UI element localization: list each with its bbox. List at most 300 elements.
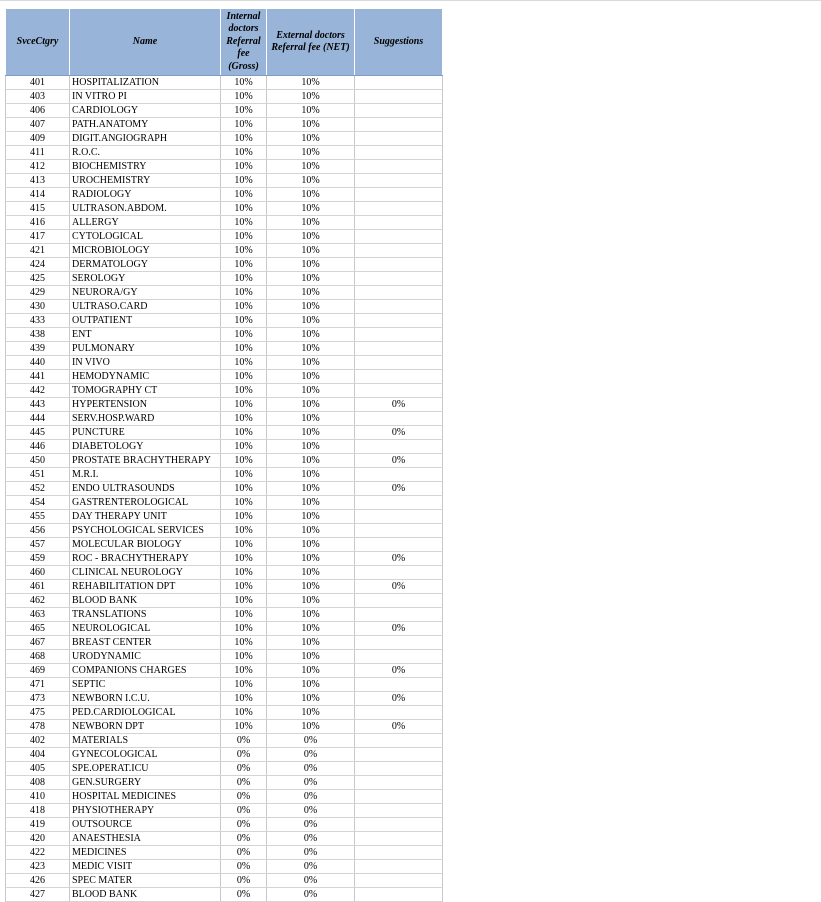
cell-internal-fee[interactable]: 10% [221, 328, 267, 342]
cell-internal-fee[interactable]: 10% [221, 300, 267, 314]
cell-name[interactable]: BREAST CENTER [70, 636, 221, 650]
cell-suggestion[interactable] [355, 678, 443, 692]
cell-external-fee[interactable]: 10% [267, 76, 355, 90]
cell-suggestion[interactable] [355, 650, 443, 664]
cell-svcecategory[interactable]: 473 [6, 692, 70, 706]
cell-svcecategory[interactable]: 465 [6, 622, 70, 636]
cell-suggestion[interactable] [355, 566, 443, 580]
cell-name[interactable]: MOLECULAR BIOLOGY [70, 538, 221, 552]
cell-svcecategory[interactable]: 442 [6, 384, 70, 398]
cell-name[interactable]: BLOOD BANK [70, 888, 221, 902]
cell-name[interactable]: UROCHEMISTRY [70, 174, 221, 188]
cell-external-fee[interactable]: 10% [267, 188, 355, 202]
cell-svcecategory[interactable]: 415 [6, 202, 70, 216]
cell-external-fee[interactable]: 0% [267, 846, 355, 860]
cell-name[interactable]: CARDIOLOGY [70, 104, 221, 118]
cell-name[interactable]: DERMATOLOGY [70, 258, 221, 272]
cell-svcecategory[interactable]: 423 [6, 860, 70, 874]
cell-external-fee[interactable]: 10% [267, 580, 355, 594]
cell-internal-fee[interactable]: 10% [221, 174, 267, 188]
cell-internal-fee[interactable]: 10% [221, 720, 267, 734]
cell-name[interactable]: BIOCHEMISTRY [70, 160, 221, 174]
cell-internal-fee[interactable]: 10% [221, 258, 267, 272]
cell-name[interactable]: HEMODYNAMIC [70, 370, 221, 384]
cell-external-fee[interactable]: 10% [267, 412, 355, 426]
cell-external-fee[interactable]: 10% [267, 510, 355, 524]
cell-suggestion[interactable]: 0% [355, 580, 443, 594]
cell-internal-fee[interactable]: 10% [221, 244, 267, 258]
cell-name[interactable]: HYPERTENSION [70, 398, 221, 412]
cell-suggestion[interactable] [355, 104, 443, 118]
cell-external-fee[interactable]: 0% [267, 804, 355, 818]
cell-internal-fee[interactable]: 10% [221, 118, 267, 132]
cell-internal-fee[interactable]: 10% [221, 524, 267, 538]
cell-external-fee[interactable]: 10% [267, 678, 355, 692]
cell-name[interactable]: PSYCHOLOGICAL SERVICES [70, 524, 221, 538]
cell-internal-fee[interactable]: 10% [221, 552, 267, 566]
cell-internal-fee[interactable]: 10% [221, 202, 267, 216]
cell-external-fee[interactable]: 0% [267, 748, 355, 762]
cell-suggestion[interactable] [355, 258, 443, 272]
cell-internal-fee[interactable]: 10% [221, 580, 267, 594]
cell-svcecategory[interactable]: 440 [6, 356, 70, 370]
cell-suggestion[interactable] [355, 608, 443, 622]
cell-internal-fee[interactable]: 10% [221, 314, 267, 328]
cell-external-fee[interactable]: 0% [267, 776, 355, 790]
cell-external-fee[interactable]: 10% [267, 552, 355, 566]
cell-internal-fee[interactable]: 0% [221, 888, 267, 902]
cell-external-fee[interactable]: 10% [267, 468, 355, 482]
cell-external-fee[interactable]: 10% [267, 174, 355, 188]
cell-name[interactable]: HOSPITAL MEDICINES [70, 790, 221, 804]
cell-suggestion[interactable] [355, 734, 443, 748]
cell-external-fee[interactable]: 10% [267, 314, 355, 328]
cell-suggestion[interactable]: 0% [355, 622, 443, 636]
cell-external-fee[interactable]: 10% [267, 622, 355, 636]
cell-external-fee[interactable]: 0% [267, 888, 355, 902]
cell-external-fee[interactable]: 10% [267, 118, 355, 132]
cell-svcecategory[interactable]: 429 [6, 286, 70, 300]
cell-internal-fee[interactable]: 10% [221, 692, 267, 706]
cell-svcecategory[interactable]: 467 [6, 636, 70, 650]
cell-internal-fee[interactable]: 10% [221, 650, 267, 664]
cell-suggestion[interactable] [355, 762, 443, 776]
cell-internal-fee[interactable]: 10% [221, 104, 267, 118]
cell-internal-fee[interactable]: 10% [221, 706, 267, 720]
cell-svcecategory[interactable]: 401 [6, 76, 70, 90]
cell-name[interactable]: RADIOLOGY [70, 188, 221, 202]
cell-name[interactable]: MATERIALS [70, 734, 221, 748]
cell-svcecategory[interactable]: 478 [6, 720, 70, 734]
cell-external-fee[interactable]: 10% [267, 244, 355, 258]
cell-svcecategory[interactable]: 433 [6, 314, 70, 328]
cell-svcecategory[interactable]: 468 [6, 650, 70, 664]
cell-internal-fee[interactable]: 10% [221, 146, 267, 160]
cell-svcecategory[interactable]: 463 [6, 608, 70, 622]
cell-suggestion[interactable] [355, 328, 443, 342]
cell-internal-fee[interactable]: 10% [221, 636, 267, 650]
cell-internal-fee[interactable]: 10% [221, 398, 267, 412]
cell-internal-fee[interactable]: 0% [221, 776, 267, 790]
cell-suggestion[interactable] [355, 748, 443, 762]
cell-suggestion[interactable] [355, 286, 443, 300]
cell-suggestion[interactable] [355, 370, 443, 384]
cell-external-fee[interactable]: 0% [267, 734, 355, 748]
cell-name[interactable]: COMPANIONS CHARGES [70, 664, 221, 678]
cell-suggestion[interactable] [355, 188, 443, 202]
cell-external-fee[interactable]: 10% [267, 384, 355, 398]
cell-name[interactable]: NEWBORN I.C.U. [70, 692, 221, 706]
cell-svcecategory[interactable]: 450 [6, 454, 70, 468]
cell-internal-fee[interactable]: 10% [221, 482, 267, 496]
cell-suggestion[interactable] [355, 272, 443, 286]
cell-name[interactable]: REHABILITATION DPT [70, 580, 221, 594]
cell-external-fee[interactable]: 10% [267, 594, 355, 608]
cell-external-fee[interactable]: 10% [267, 440, 355, 454]
cell-suggestion[interactable]: 0% [355, 454, 443, 468]
cell-external-fee[interactable]: 10% [267, 132, 355, 146]
cell-name[interactable]: DIGIT.ANGIOGRAPH [70, 132, 221, 146]
cell-name[interactable]: GYNECOLOGICAL [70, 748, 221, 762]
cell-external-fee[interactable]: 10% [267, 524, 355, 538]
cell-name[interactable]: HOSPITALIZATION [70, 76, 221, 90]
cell-name[interactable]: PULMONARY [70, 342, 221, 356]
cell-internal-fee[interactable]: 0% [221, 874, 267, 888]
cell-name[interactable]: M.R.I. [70, 468, 221, 482]
cell-svcecategory[interactable]: 457 [6, 538, 70, 552]
cell-external-fee[interactable]: 10% [267, 272, 355, 286]
cell-svcecategory[interactable]: 455 [6, 510, 70, 524]
cell-suggestion[interactable]: 0% [355, 692, 443, 706]
cell-svcecategory[interactable]: 471 [6, 678, 70, 692]
cell-external-fee[interactable]: 10% [267, 258, 355, 272]
cell-svcecategory[interactable]: 426 [6, 874, 70, 888]
cell-suggestion[interactable] [355, 524, 443, 538]
cell-external-fee[interactable]: 10% [267, 300, 355, 314]
cell-suggestion[interactable] [355, 202, 443, 216]
cell-external-fee[interactable]: 0% [267, 790, 355, 804]
cell-svcecategory[interactable]: 404 [6, 748, 70, 762]
cell-suggestion[interactable] [355, 804, 443, 818]
cell-name[interactable]: OUTPATIENT [70, 314, 221, 328]
cell-external-fee[interactable]: 10% [267, 608, 355, 622]
cell-external-fee[interactable]: 10% [267, 104, 355, 118]
cell-svcecategory[interactable]: 403 [6, 90, 70, 104]
cell-internal-fee[interactable]: 10% [221, 664, 267, 678]
cell-suggestion[interactable] [355, 356, 443, 370]
cell-internal-fee[interactable]: 10% [221, 160, 267, 174]
cell-external-fee[interactable]: 0% [267, 832, 355, 846]
cell-suggestion[interactable] [355, 174, 443, 188]
cell-external-fee[interactable]: 10% [267, 90, 355, 104]
cell-internal-fee[interactable]: 10% [221, 412, 267, 426]
cell-svcecategory[interactable]: 427 [6, 888, 70, 902]
cell-svcecategory[interactable]: 445 [6, 426, 70, 440]
cell-name[interactable]: ROC - BRACHYTHERAPY [70, 552, 221, 566]
cell-name[interactable]: PUNCTURE [70, 426, 221, 440]
cell-svcecategory[interactable]: 456 [6, 524, 70, 538]
cell-svcecategory[interactable]: 412 [6, 160, 70, 174]
cell-external-fee[interactable]: 10% [267, 426, 355, 440]
cell-suggestion[interactable] [355, 244, 443, 258]
cell-internal-fee[interactable]: 10% [221, 510, 267, 524]
cell-suggestion[interactable] [355, 636, 443, 650]
cell-name[interactable]: URODYNAMIC [70, 650, 221, 664]
cell-internal-fee[interactable]: 10% [221, 342, 267, 356]
cell-suggestion[interactable] [355, 384, 443, 398]
cell-svcecategory[interactable]: 402 [6, 734, 70, 748]
cell-external-fee[interactable]: 10% [267, 342, 355, 356]
cell-name[interactable]: MEDICINES [70, 846, 221, 860]
cell-suggestion[interactable] [355, 846, 443, 860]
cell-internal-fee[interactable]: 10% [221, 678, 267, 692]
cell-internal-fee[interactable]: 0% [221, 762, 267, 776]
cell-internal-fee[interactable]: 10% [221, 216, 267, 230]
cell-external-fee[interactable]: 10% [267, 664, 355, 678]
cell-name[interactable]: PHYSIOTHERAPY [70, 804, 221, 818]
cell-internal-fee[interactable]: 10% [221, 356, 267, 370]
cell-internal-fee[interactable]: 10% [221, 384, 267, 398]
cell-name[interactable]: ENT [70, 328, 221, 342]
cell-suggestion[interactable] [355, 468, 443, 482]
cell-internal-fee[interactable]: 10% [221, 230, 267, 244]
cell-name[interactable]: PED.CARDIOLOGICAL [70, 706, 221, 720]
header-external-referral-fee[interactable]: External doctors Referral fee (NET) [267, 9, 355, 76]
cell-internal-fee[interactable]: 10% [221, 538, 267, 552]
cell-svcecategory[interactable]: 462 [6, 594, 70, 608]
cell-svcecategory[interactable]: 425 [6, 272, 70, 286]
cell-internal-fee[interactable]: 0% [221, 748, 267, 762]
cell-svcecategory[interactable]: 419 [6, 818, 70, 832]
header-name[interactable]: Name [70, 9, 221, 76]
cell-suggestion[interactable] [355, 160, 443, 174]
cell-suggestion[interactable] [355, 90, 443, 104]
cell-internal-fee[interactable]: 10% [221, 622, 267, 636]
cell-suggestion[interactable] [355, 300, 443, 314]
cell-internal-fee[interactable]: 10% [221, 90, 267, 104]
cell-name[interactable]: PATH.ANATOMY [70, 118, 221, 132]
cell-external-fee[interactable]: 10% [267, 202, 355, 216]
cell-name[interactable]: OUTSOURCE [70, 818, 221, 832]
cell-internal-fee[interactable]: 0% [221, 790, 267, 804]
cell-svcecategory[interactable]: 418 [6, 804, 70, 818]
cell-name[interactable]: R.O.C. [70, 146, 221, 160]
cell-suggestion[interactable] [355, 538, 443, 552]
cell-external-fee[interactable]: 10% [267, 370, 355, 384]
cell-internal-fee[interactable]: 10% [221, 566, 267, 580]
cell-svcecategory[interactable]: 469 [6, 664, 70, 678]
cell-name[interactable]: SEPTIC [70, 678, 221, 692]
cell-suggestion[interactable]: 0% [355, 398, 443, 412]
cell-name[interactable]: GEN.SURGERY [70, 776, 221, 790]
cell-external-fee[interactable]: 0% [267, 762, 355, 776]
cell-internal-fee[interactable]: 10% [221, 132, 267, 146]
cell-external-fee[interactable]: 10% [267, 650, 355, 664]
cell-svcecategory[interactable]: 444 [6, 412, 70, 426]
cell-suggestion[interactable] [355, 314, 443, 328]
cell-suggestion[interactable] [355, 594, 443, 608]
cell-suggestion[interactable] [355, 412, 443, 426]
cell-external-fee[interactable]: 0% [267, 860, 355, 874]
cell-name[interactable]: ULTRASO.CARD [70, 300, 221, 314]
cell-name[interactable]: GASTRENTEROLOGICAL [70, 496, 221, 510]
cell-internal-fee[interactable]: 10% [221, 594, 267, 608]
cell-svcecategory[interactable]: 409 [6, 132, 70, 146]
cell-internal-fee[interactable]: 0% [221, 804, 267, 818]
cell-external-fee[interactable]: 10% [267, 454, 355, 468]
cell-suggestion[interactable] [355, 132, 443, 146]
cell-internal-fee[interactable]: 0% [221, 846, 267, 860]
cell-suggestion[interactable] [355, 860, 443, 874]
cell-suggestion[interactable] [355, 776, 443, 790]
cell-internal-fee[interactable]: 10% [221, 608, 267, 622]
cell-svcecategory[interactable]: 410 [6, 790, 70, 804]
cell-name[interactable]: CLINICAL NEUROLOGY [70, 566, 221, 580]
cell-external-fee[interactable]: 10% [267, 286, 355, 300]
cell-svcecategory[interactable]: 420 [6, 832, 70, 846]
cell-suggestion[interactable] [355, 874, 443, 888]
cell-external-fee[interactable]: 10% [267, 230, 355, 244]
header-internal-referral-fee[interactable]: Internal doctors Referral fee (Gross) [221, 9, 267, 76]
cell-external-fee[interactable]: 10% [267, 160, 355, 174]
cell-name[interactable]: DAY THERAPY UNIT [70, 510, 221, 524]
cell-name[interactable]: CYTOLOGICAL [70, 230, 221, 244]
cell-name[interactable]: TRANSLATIONS [70, 608, 221, 622]
cell-suggestion[interactable] [355, 230, 443, 244]
cell-external-fee[interactable]: 10% [267, 720, 355, 734]
cell-internal-fee[interactable]: 10% [221, 468, 267, 482]
cell-name[interactable]: PROSTATE BRACHYTHERAPY [70, 454, 221, 468]
cell-external-fee[interactable]: 10% [267, 398, 355, 412]
cell-suggestion[interactable] [355, 118, 443, 132]
cell-suggestion[interactable]: 0% [355, 552, 443, 566]
cell-name[interactable]: NEWBORN DPT [70, 720, 221, 734]
cell-svcecategory[interactable]: 417 [6, 230, 70, 244]
cell-external-fee[interactable]: 10% [267, 496, 355, 510]
cell-suggestion[interactable] [355, 440, 443, 454]
cell-suggestion[interactable] [355, 146, 443, 160]
cell-suggestion[interactable] [355, 342, 443, 356]
cell-external-fee[interactable]: 10% [267, 538, 355, 552]
cell-external-fee[interactable]: 10% [267, 692, 355, 706]
cell-name[interactable]: SEROLOGY [70, 272, 221, 286]
cell-svcecategory[interactable]: 421 [6, 244, 70, 258]
cell-external-fee[interactable]: 10% [267, 146, 355, 160]
cell-name[interactable]: ANAESTHESIA [70, 832, 221, 846]
cell-svcecategory[interactable]: 424 [6, 258, 70, 272]
cell-name[interactable]: IN VIVO [70, 356, 221, 370]
cell-name[interactable]: SPE.OPERAT.ICU [70, 762, 221, 776]
cell-svcecategory[interactable]: 460 [6, 566, 70, 580]
cell-name[interactable]: ALLERGY [70, 216, 221, 230]
cell-name[interactable]: SERV.HOSP.WARD [70, 412, 221, 426]
cell-svcecategory[interactable]: 446 [6, 440, 70, 454]
cell-external-fee[interactable]: 10% [267, 482, 355, 496]
cell-svcecategory[interactable]: 414 [6, 188, 70, 202]
cell-internal-fee[interactable]: 10% [221, 272, 267, 286]
cell-svcecategory[interactable]: 439 [6, 342, 70, 356]
cell-internal-fee[interactable]: 0% [221, 818, 267, 832]
cell-internal-fee[interactable]: 10% [221, 454, 267, 468]
cell-svcecategory[interactable]: 441 [6, 370, 70, 384]
cell-name[interactable]: MICROBIOLOGY [70, 244, 221, 258]
cell-name[interactable]: ENDO ULTRASOUNDS [70, 482, 221, 496]
cell-suggestion[interactable]: 0% [355, 720, 443, 734]
cell-svcecategory[interactable]: 422 [6, 846, 70, 860]
cell-svcecategory[interactable]: 413 [6, 174, 70, 188]
cell-svcecategory[interactable]: 430 [6, 300, 70, 314]
cell-suggestion[interactable]: 0% [355, 664, 443, 678]
cell-internal-fee[interactable]: 10% [221, 188, 267, 202]
cell-external-fee[interactable]: 10% [267, 216, 355, 230]
cell-internal-fee[interactable]: 0% [221, 734, 267, 748]
header-svcecategory[interactable]: SvceCtgry [6, 9, 70, 76]
cell-name[interactable]: MEDIC VISIT [70, 860, 221, 874]
cell-internal-fee[interactable]: 10% [221, 426, 267, 440]
cell-suggestion[interactable] [355, 216, 443, 230]
cell-name[interactable]: TOMOGRAPHY CT [70, 384, 221, 398]
cell-name[interactable]: DIABETOLOGY [70, 440, 221, 454]
cell-svcecategory[interactable]: 438 [6, 328, 70, 342]
cell-svcecategory[interactable]: 407 [6, 118, 70, 132]
cell-internal-fee[interactable]: 10% [221, 76, 267, 90]
cell-suggestion[interactable]: 0% [355, 482, 443, 496]
cell-suggestion[interactable] [355, 888, 443, 902]
cell-external-fee[interactable]: 10% [267, 566, 355, 580]
cell-external-fee[interactable]: 10% [267, 706, 355, 720]
cell-external-fee[interactable]: 10% [267, 636, 355, 650]
cell-external-fee[interactable]: 0% [267, 874, 355, 888]
cell-internal-fee[interactable]: 10% [221, 496, 267, 510]
header-suggestions[interactable]: Suggestions [355, 9, 443, 76]
cell-svcecategory[interactable]: 459 [6, 552, 70, 566]
cell-svcecategory[interactable]: 406 [6, 104, 70, 118]
cell-svcecategory[interactable]: 452 [6, 482, 70, 496]
cell-svcecategory[interactable]: 408 [6, 776, 70, 790]
cell-suggestion[interactable]: 0% [355, 426, 443, 440]
cell-name[interactable]: SPEC MATER [70, 874, 221, 888]
cell-svcecategory[interactable]: 411 [6, 146, 70, 160]
cell-internal-fee[interactable]: 10% [221, 370, 267, 384]
cell-svcecategory[interactable]: 416 [6, 216, 70, 230]
cell-svcecategory[interactable]: 405 [6, 762, 70, 776]
cell-external-fee[interactable]: 0% [267, 818, 355, 832]
cell-name[interactable]: NEURORA/GY [70, 286, 221, 300]
cell-external-fee[interactable]: 10% [267, 356, 355, 370]
cell-external-fee[interactable]: 10% [267, 328, 355, 342]
cell-suggestion[interactable] [355, 818, 443, 832]
cell-suggestion[interactable] [355, 790, 443, 804]
cell-svcecategory[interactable]: 443 [6, 398, 70, 412]
cell-suggestion[interactable] [355, 510, 443, 524]
cell-internal-fee[interactable]: 0% [221, 860, 267, 874]
cell-svcecategory[interactable]: 451 [6, 468, 70, 482]
cell-name[interactable]: ULTRASON.ABDOM. [70, 202, 221, 216]
cell-svcecategory[interactable]: 475 [6, 706, 70, 720]
cell-internal-fee[interactable]: 0% [221, 832, 267, 846]
cell-name[interactable]: IN VITRO PI [70, 90, 221, 104]
cell-internal-fee[interactable]: 10% [221, 440, 267, 454]
cell-svcecategory[interactable]: 461 [6, 580, 70, 594]
cell-suggestion[interactable] [355, 832, 443, 846]
cell-suggestion[interactable] [355, 76, 443, 90]
cell-name[interactable]: BLOOD BANK [70, 594, 221, 608]
cell-suggestion[interactable] [355, 706, 443, 720]
cell-suggestion[interactable] [355, 496, 443, 510]
cell-internal-fee[interactable]: 10% [221, 286, 267, 300]
cell-svcecategory[interactable]: 454 [6, 496, 70, 510]
cell-name[interactable]: NEUROLOGICAL [70, 622, 221, 636]
